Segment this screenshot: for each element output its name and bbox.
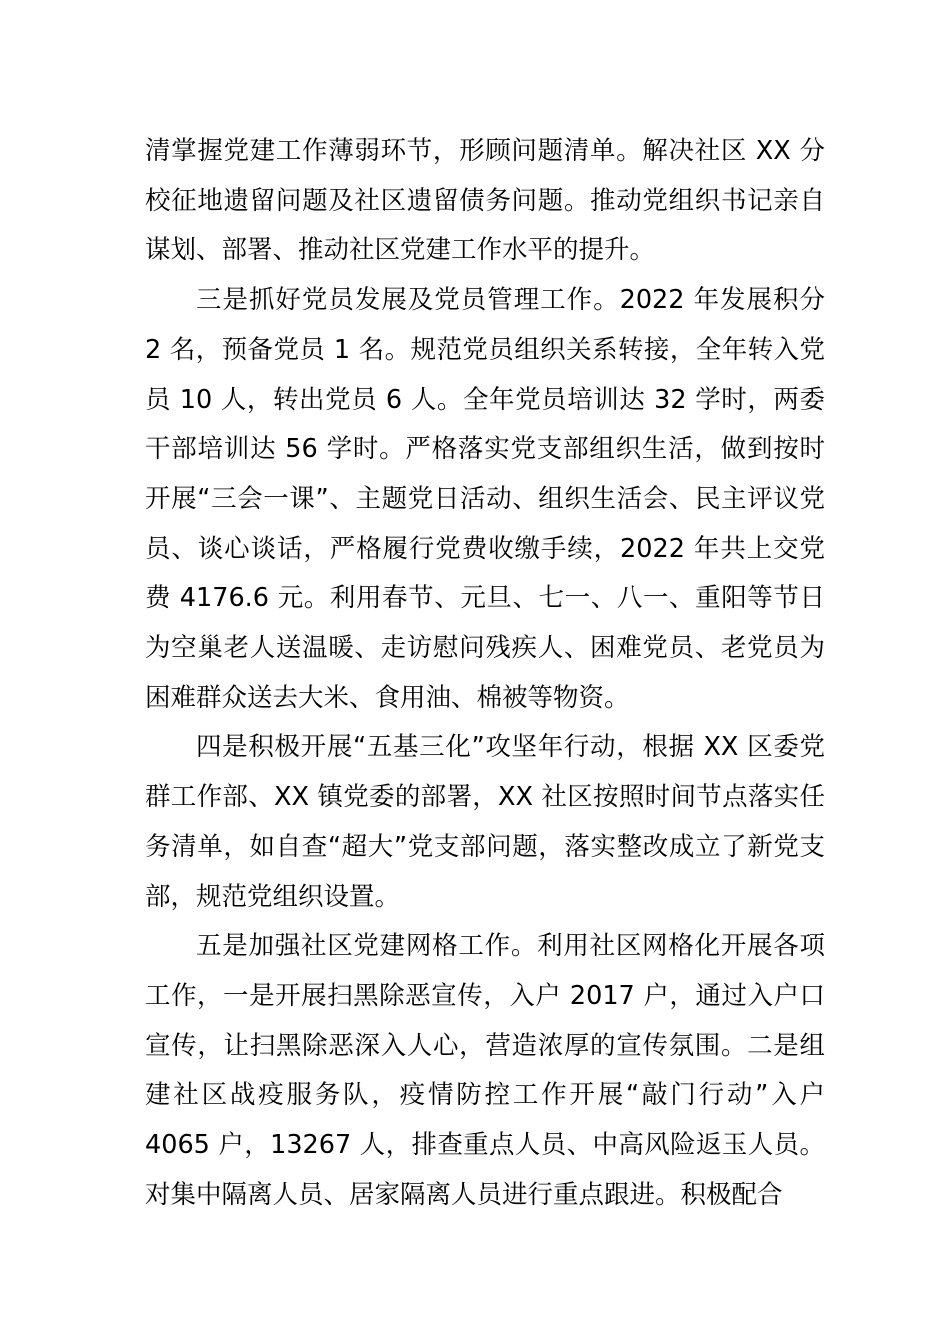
document-body	[145, 127, 825, 1220]
paragraph-4: 五是加强社区党建网格工作。利用社区网格化开展各项工作，一是开展扫黑除恶宣传，入户 2017 户，通过入户口宣传，让扫黑除恶深入人心，营造浓厚的宣传氛围。二是组建社区战疫服务队，疫情防控工作开展“敲门行动”入户 4065 户，13267 人，排查重点人员、中高风险返玉人员。对集中隔离人员、居家隔离人员进行重点跟进。积极配合	[145, 931, 825, 1210]
paragraph-2: 三是抓好党员发展及党员管理工作。2022 年发展积分 2 名，预备党员 1 名。规范党员组织关系转接，全年转入党员 10 人，转出党员 6 人。全年党员培训达 32 学时，两委干部培训达 56 学时。严格落实党支部组织生活，做到按时开展“三会一课”、主题党日活动、组织生活会、民主评议党员、谈心谈话，严格履行党费收缴手续，2022 年共上交党费 4176.6 元。利用春节、元旦、七一、八一、重阳等节日为空巢老人送温暖、走访慰问残疾人、困难党员、老党员为困难群众送去大米、食用油、棉被等物资。	[145, 285, 825, 713]
paragraph-3: 四是积极开展“五基三化”攻坚年行动，根据 XX 区委党群工作部、XX 镇党委的部署，XX 社区按照时间节点落实任务清单，如自查“超大”党支部问题，落实整改成立了新党支部，规范党组织设置。	[145, 732, 825, 912]
paragraph-1: 清掌握党建工作薄弱环节，形顾问题清单。解决社区 XX 分校征地遗留问题及社区遗留债务问题。推动党组织书记亲自谋划、部署、推动社区党建工作水平的提升。	[145, 136, 825, 266]
